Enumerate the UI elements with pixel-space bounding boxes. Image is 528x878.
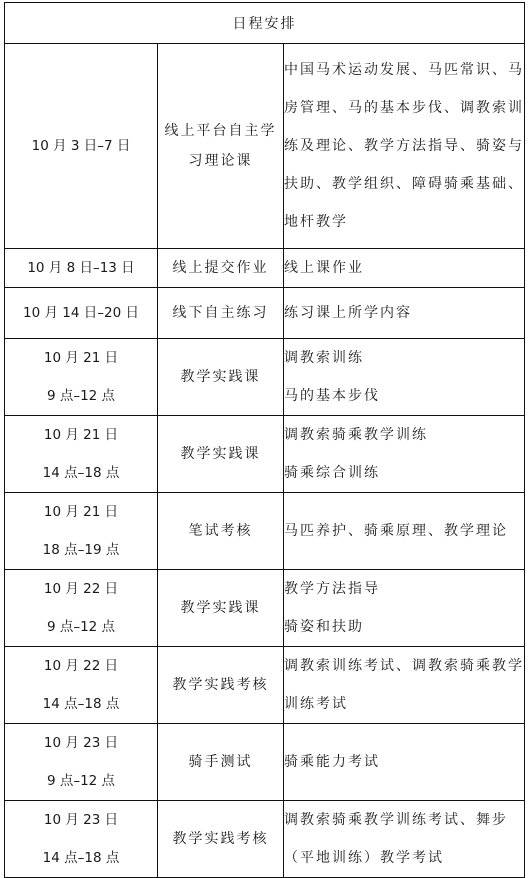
content-cell — [284, 724, 525, 801]
date-line: 14 点–18 点 — [42, 696, 120, 712]
content-cell — [284, 44, 525, 249]
date-cell — [5, 416, 158, 493]
content-line: 调教索骑乘教学训练考试、舞步（平地训练）教学考试 — [284, 812, 508, 866]
date-cell — [5, 493, 158, 570]
date-line: 9 点–12 点 — [46, 388, 116, 404]
date-line: 10 月 22 日 — [43, 658, 119, 674]
date-line: 18 点–19 点 — [42, 542, 120, 558]
type-cell: 线上平台自主学习理论课 — [158, 44, 284, 249]
table-row — [5, 416, 525, 493]
table-row — [5, 44, 525, 249]
table-title: 日程安排 — [5, 3, 525, 44]
content-cell — [284, 288, 525, 339]
content-cell — [284, 416, 525, 493]
date-line: 9 点–12 点 — [46, 619, 116, 635]
date-line: 10 月 23 日 — [43, 812, 119, 828]
date-line: 10 月 23 日 — [43, 735, 119, 751]
type-cell: 教学实践考核 — [158, 801, 284, 878]
date-line: 10 月 14 日–20 日 — [23, 305, 139, 321]
date-line: 9 点–12 点 — [46, 773, 116, 789]
content-line: 骑姿和扶助 — [284, 619, 364, 635]
table-row — [5, 493, 525, 570]
date-line: 10 月 3 日–7 日 — [31, 138, 131, 154]
date-cell — [5, 647, 158, 724]
type-cell: 骑手测试 — [158, 724, 284, 801]
table-row — [5, 570, 525, 647]
type-cell: 教学实践考核 — [158, 647, 284, 724]
date-line: 10 月 21 日 — [43, 504, 119, 520]
type-cell: 线下自主练习 — [158, 288, 284, 339]
type-cell: 教学实践课 — [158, 416, 284, 493]
content-cell — [284, 801, 525, 878]
content-line: 中国马术运动发展、马匹常识、马房管理、马的基本步伐、调教索训练及理论、教学方法指导、骑姿与扶助、教学组织、障碍骑乘基础、地杆教学 — [284, 62, 524, 230]
table-row — [5, 339, 525, 416]
table-row — [5, 288, 525, 339]
date-line: 10 月 21 日 — [43, 350, 119, 366]
content-line: 马匹养护、骑乘原理、教学理论 — [284, 523, 508, 539]
content-line: 骑乘能力考试 — [284, 754, 380, 770]
content-line: 教学方法指导 — [284, 581, 380, 597]
content-line: 调教索训练考试、调教索骑乘教学训练考试 — [284, 658, 524, 712]
schedule-table — [4, 2, 525, 878]
content-cell — [284, 339, 525, 416]
table-row — [5, 647, 525, 724]
content-line: 调教索训练 — [284, 350, 364, 366]
content-line: 骑乘综合训练 — [284, 465, 380, 481]
type-cell: 笔试考核 — [158, 493, 284, 570]
title-row — [5, 3, 525, 44]
type-cell: 线上提交作业 — [158, 249, 284, 288]
content-cell — [284, 570, 525, 647]
date-cell — [5, 44, 158, 249]
date-cell — [5, 570, 158, 647]
date-cell — [5, 339, 158, 416]
date-cell — [5, 288, 158, 339]
type-cell: 教学实践课 — [158, 570, 284, 647]
table-row — [5, 249, 525, 288]
content-line: 调教索骑乘教学训练 — [284, 427, 428, 443]
content-line: 线上课作业 — [284, 260, 364, 276]
date-line: 10 月 21 日 — [43, 427, 119, 443]
date-cell — [5, 724, 158, 801]
table-row — [5, 801, 525, 878]
content-line: 练习课上所学内容 — [284, 305, 412, 321]
date-line: 10 月 22 日 — [43, 581, 119, 597]
table-row — [5, 724, 525, 801]
date-line: 10 月 8 日–13 日 — [27, 260, 135, 276]
content-line: 马的基本步伐 — [284, 388, 380, 404]
date-cell — [5, 801, 158, 878]
date-line: 14 点–18 点 — [42, 465, 120, 481]
date-cell — [5, 249, 158, 288]
content-cell — [284, 647, 525, 724]
type-cell: 教学实践课 — [158, 339, 284, 416]
content-cell — [284, 249, 525, 288]
content-cell — [284, 493, 525, 570]
date-line: 14 点–18 点 — [42, 850, 120, 866]
